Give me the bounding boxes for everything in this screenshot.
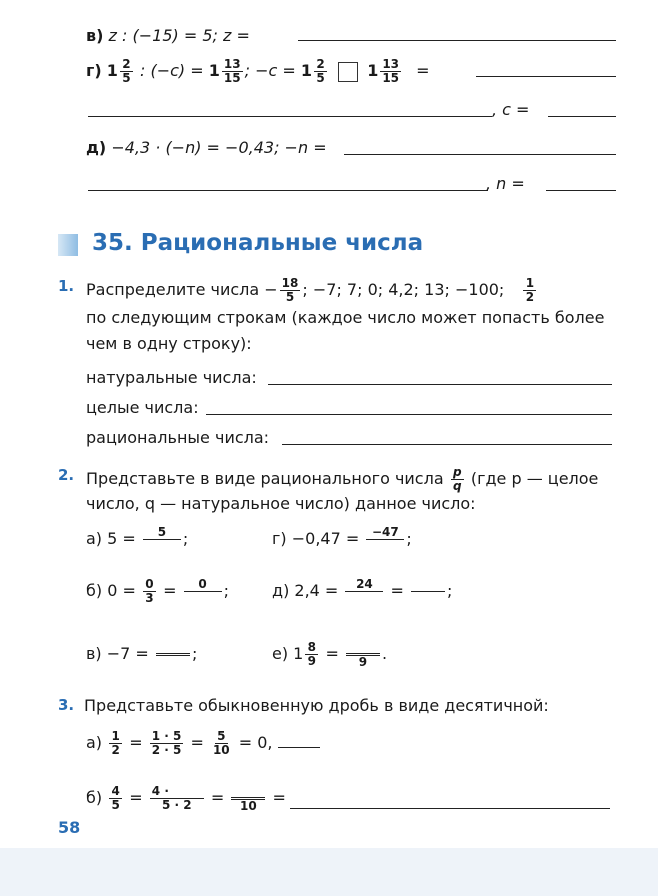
label-rational: рациональные числа:	[86, 428, 270, 447]
semicolon: ;	[447, 581, 453, 600]
task2-line2: число, q — натуральное число) данное число:	[86, 494, 476, 513]
text-n-result: , n =	[486, 174, 525, 193]
task2-g	[272, 526, 412, 553]
mixed-whole: 1	[367, 61, 379, 80]
task1-intro: Распределите числа −	[86, 280, 278, 299]
task1-number: 1.	[58, 277, 75, 295]
task2-intro-b: (где p — целое	[470, 469, 599, 488]
fraction-answer[interactable]: −47	[366, 526, 404, 553]
task2-a	[86, 526, 188, 553]
fraction: $\frac{1 \cdot 5}{2 \cdot 5}$	[151, 729, 182, 757]
label-b3: б)	[86, 788, 103, 807]
section-marker	[58, 234, 78, 256]
fraction: $\frac{13}{15}$	[223, 57, 241, 85]
label-d: д)	[86, 138, 107, 157]
task2-b	[86, 578, 229, 605]
fraction: $\frac{5}{10}$	[212, 729, 230, 757]
task1-line3: чем в одну строку):	[86, 334, 252, 353]
fraction-answer[interactable]	[156, 640, 190, 669]
section-title: 35. Рациональные числа	[92, 230, 424, 256]
label-d2: д) 2,4 =	[272, 581, 339, 600]
answer-line-n1[interactable]	[344, 154, 616, 155]
text-v: z : (−15) = 5; z =	[108, 26, 250, 45]
task2-intro: Представьте в виде рационального числа	[86, 469, 444, 488]
semicolon: ;	[191, 644, 198, 663]
fraction: $\frac{2}{5}$	[120, 58, 133, 85]
task3-b	[86, 784, 286, 813]
equals: =	[325, 644, 339, 663]
page-footer	[0, 848, 658, 896]
text-c-eq: ; −c =	[244, 61, 296, 80]
task2-d	[272, 578, 452, 605]
equals: =	[416, 61, 430, 80]
mixed-whole: 1	[208, 61, 220, 80]
mixed-whole: 1	[300, 61, 312, 80]
task3-intro: Представьте обыкновенную дробь в виде десятичной:	[84, 696, 549, 715]
fraction-answer[interactable]: 0	[184, 578, 222, 605]
fraction-0-3: $\frac{0}{3}$	[143, 578, 156, 605]
result-a: = 0,	[238, 733, 273, 752]
answer-line-natural[interactable]	[268, 384, 612, 385]
fraction[interactable]: 10	[231, 784, 265, 813]
task3-number: 3.	[58, 696, 75, 714]
label-g2: г) −0,47 =	[272, 529, 360, 548]
task3-a	[86, 730, 320, 757]
fraction: $\frac{4}{5}$	[109, 785, 122, 812]
fraction: $\frac{1}{2}$	[109, 730, 122, 757]
equals: =	[129, 733, 143, 752]
label-v2: в) −7 =	[86, 644, 149, 663]
equals: =	[190, 733, 204, 752]
answer-line-integer[interactable]	[206, 414, 612, 415]
text-g-mid: : (−c) =	[140, 61, 204, 80]
task2-line1	[86, 466, 598, 493]
answer-blank-a[interactable]	[278, 733, 320, 748]
fraction[interactable]: $\frac{4 \cdot}{5 \cdot 2}$	[150, 785, 204, 812]
fraction-p-q: $\frac{p}{q}$	[451, 466, 464, 493]
semicolon: ;	[406, 529, 412, 548]
text-c-result: , c =	[492, 100, 530, 119]
label-g: г)	[86, 61, 102, 80]
dot: .	[381, 644, 388, 663]
answer-line-rational[interactable]	[282, 444, 612, 445]
fraction-18-5: $\frac{18}{5}$	[281, 276, 299, 304]
text-d: −4,3 · (−n) = −0,43; −n =	[111, 138, 327, 157]
label-integer: целые числа:	[86, 398, 199, 417]
equals: =	[129, 788, 143, 807]
task2-number: 2.	[58, 466, 75, 484]
exercise-d	[86, 138, 327, 158]
answer-line-b3[interactable]	[290, 808, 610, 809]
label-natural: натуральные числа:	[86, 368, 257, 387]
fraction-8-9: $\frac{8}{9}$	[305, 641, 318, 668]
mixed-whole: 1	[106, 61, 118, 80]
semicolon: ;	[182, 529, 189, 548]
task1-list: ; −7; 7; 0; 4,2; 13; −100;	[302, 280, 505, 299]
label-a: а) 5 =	[86, 529, 136, 548]
semicolon: ;	[223, 581, 229, 600]
page-number: 58	[58, 818, 81, 837]
fraction-1-2: $\frac{1}{2}$	[523, 277, 536, 304]
fraction-answer[interactable]: 24	[345, 578, 383, 605]
task2-v	[86, 640, 197, 669]
exercise-g	[86, 58, 430, 85]
equals: =	[390, 581, 404, 600]
task1-line1	[86, 277, 538, 304]
exercise-v	[86, 26, 250, 46]
fraction-answer[interactable]: 9	[346, 640, 380, 669]
fraction: $\frac{13}{15}$	[382, 57, 400, 85]
label-v: в)	[86, 26, 104, 45]
answer-line-z[interactable]	[298, 40, 616, 41]
answer-line-n2[interactable]	[88, 190, 488, 191]
answer-line-g2[interactable]	[88, 116, 492, 117]
answer-line-n[interactable]	[546, 190, 616, 191]
equals: =	[163, 581, 177, 600]
answer-line-g1[interactable]	[476, 76, 616, 77]
label-e: е) 1	[272, 644, 304, 663]
label-b: б) 0 =	[86, 581, 136, 600]
answer-line-c[interactable]	[548, 116, 616, 117]
fraction-answer[interactable]	[411, 578, 445, 605]
equals: =	[272, 788, 286, 807]
task1-line2: по следующим строкам (каждое число может попасть более	[86, 308, 605, 327]
task2-e	[272, 640, 387, 669]
fraction-answer[interactable]: 5	[143, 526, 181, 553]
operator-box[interactable]	[338, 62, 358, 82]
label-a3: а)	[86, 733, 103, 752]
fraction: $\frac{2}{5}$	[314, 58, 327, 85]
equals: =	[210, 788, 225, 807]
